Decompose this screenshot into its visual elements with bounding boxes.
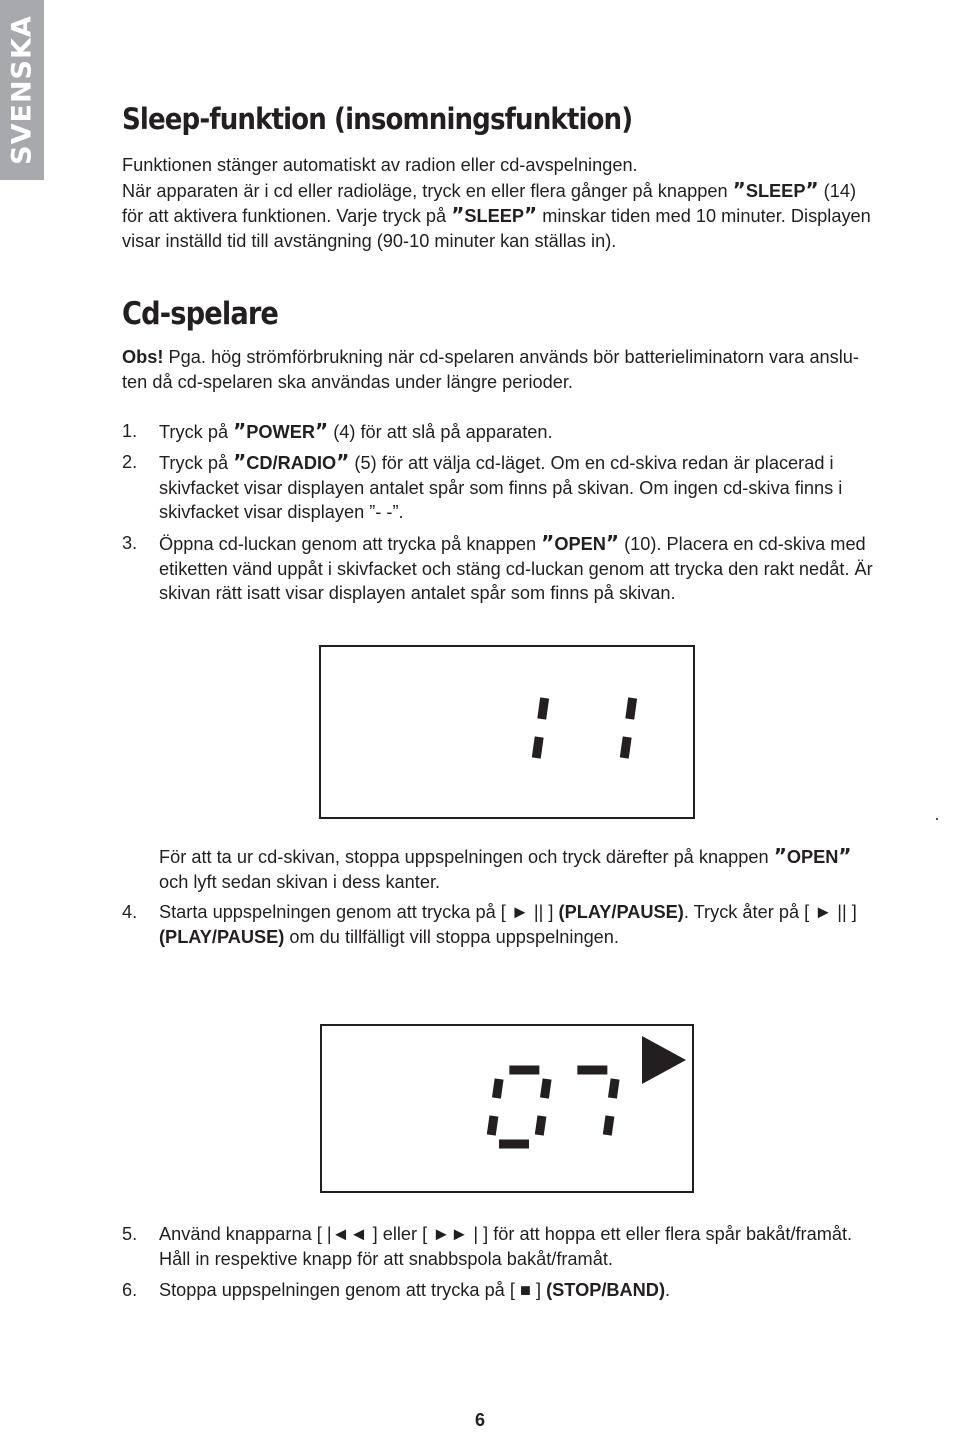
lcd-segment — [624, 737, 627, 758]
text-line: visar inställd tid till avstängning (90-10 minuter kan ställas in). — [122, 230, 617, 251]
text-line: (PLAY/PAUSE) om du tillfälligt vill stoppa uppspelningen. — [159, 926, 619, 947]
text-line: Håll in respektive knapp för att snabbspola bakåt/framåt. — [159, 1248, 613, 1269]
lcd-segment — [630, 698, 633, 719]
lcd-segment — [544, 1079, 547, 1098]
text-line: skivfacket visar displayen ”- -”. — [159, 502, 404, 522]
lcd-segment — [612, 1079, 615, 1098]
lcd-segment — [539, 1116, 542, 1135]
remove-disc-text — [159, 844, 959, 894]
text-line: Stoppa uppspelningen genom att trycka på [ ■ ] (STOP/BAND). — [159, 1280, 671, 1300]
step-text — [159, 450, 959, 525]
step-text — [159, 1222, 959, 1271]
text-line: Tryck på ”CD/RADIO” (5) för att välja cd-läget. Om en cd-skiva redan är placerad i — [159, 450, 834, 474]
step-text — [159, 1278, 959, 1303]
language-tab — [0, 0, 44, 180]
lcd-display-track-count — [319, 645, 695, 819]
text-line: för att aktivera funktionen. Varje tryck på ”SLEEP” minskar tiden med 10 minuter. Displayen — [122, 203, 871, 227]
step-number: 3. — [122, 533, 138, 553]
lcd-display-playing — [320, 1024, 694, 1193]
text-line: När apparaten är i cd eller radioläge, tryck en eller flera gånger på knappen ”SLEEP” (14) — [122, 177, 857, 202]
play-icon — [642, 1036, 686, 1084]
sleep-paragraph — [122, 153, 958, 253]
stray-dot — [936, 818, 938, 820]
text-line: Funktionen stänger automatiskt av radion eller cd-avspelningen. — [122, 155, 638, 175]
lcd-segment — [542, 698, 545, 719]
lcd-segment — [607, 1116, 610, 1135]
step-text — [159, 531, 959, 606]
text-line: Använd knapparna [ |◄◄ ] eller [ ►► | ] för att hoppa ett eller flera spår bakåt/framåt. — [159, 1224, 853, 1244]
language-tab-label: SVENSKA — [6, 15, 38, 165]
cd-heading: Cd-spelare — [122, 296, 279, 332]
lcd-segment — [496, 1079, 499, 1098]
text-line: Öppna cd-luckan genom att trycka på knappen ”OPEN” (10). Placera en cd-skiva med — [159, 531, 866, 555]
step-number: 5. — [122, 1224, 138, 1244]
text-line: etiketten vänd uppåt i skivfacket och stäng cd-luckan genom att trycka den rakt nedåt. Är — [159, 558, 873, 579]
page-number: 6 — [474, 1410, 485, 1430]
step-number: 6. — [122, 1280, 138, 1300]
lcd-segment — [536, 737, 539, 758]
text-line: Tryck på ”POWER” (4) för att slå på apparaten. — [159, 419, 553, 443]
text-line: Obs! Pga. hög strömförbrukning när cd-spelaren används bör batterieliminatorn vara anslu- — [122, 347, 859, 367]
text-line: skivan rätt isatt visar displayen antalet spår som finns på skivan. — [159, 583, 676, 603]
text-line: För att ta ur cd-skivan, stoppa uppspelningen och tryck därefter på knappen ”OPEN” — [159, 844, 852, 868]
text-line: och lyft sedan skivan i dess kanter. — [159, 871, 441, 892]
text-line: ten då cd-spelaren ska användas under längre perioder. — [122, 371, 573, 392]
lcd-segment — [491, 1116, 494, 1135]
step-number: 4. — [122, 902, 138, 922]
sleep-heading: Sleep-funktion (insomningsfunktion) — [122, 102, 633, 136]
cd-note — [122, 345, 958, 394]
step-number: 2. — [122, 452, 138, 472]
lcd-digits — [321, 647, 693, 817]
lcd-digits-play — [322, 1026, 692, 1191]
text-line: Starta uppspelningen genom att trycka på [ ► || ] (PLAY/PAUSE). Tryck åter på [ ► || ] — [159, 902, 857, 922]
step-text — [159, 900, 959, 949]
step-number: 1. — [122, 421, 138, 441]
text-line: skivfacket visar displayen antalet spår som finns på skivan. Om ingen cd-skiva finns i — [159, 477, 843, 498]
step-text — [159, 419, 959, 445]
